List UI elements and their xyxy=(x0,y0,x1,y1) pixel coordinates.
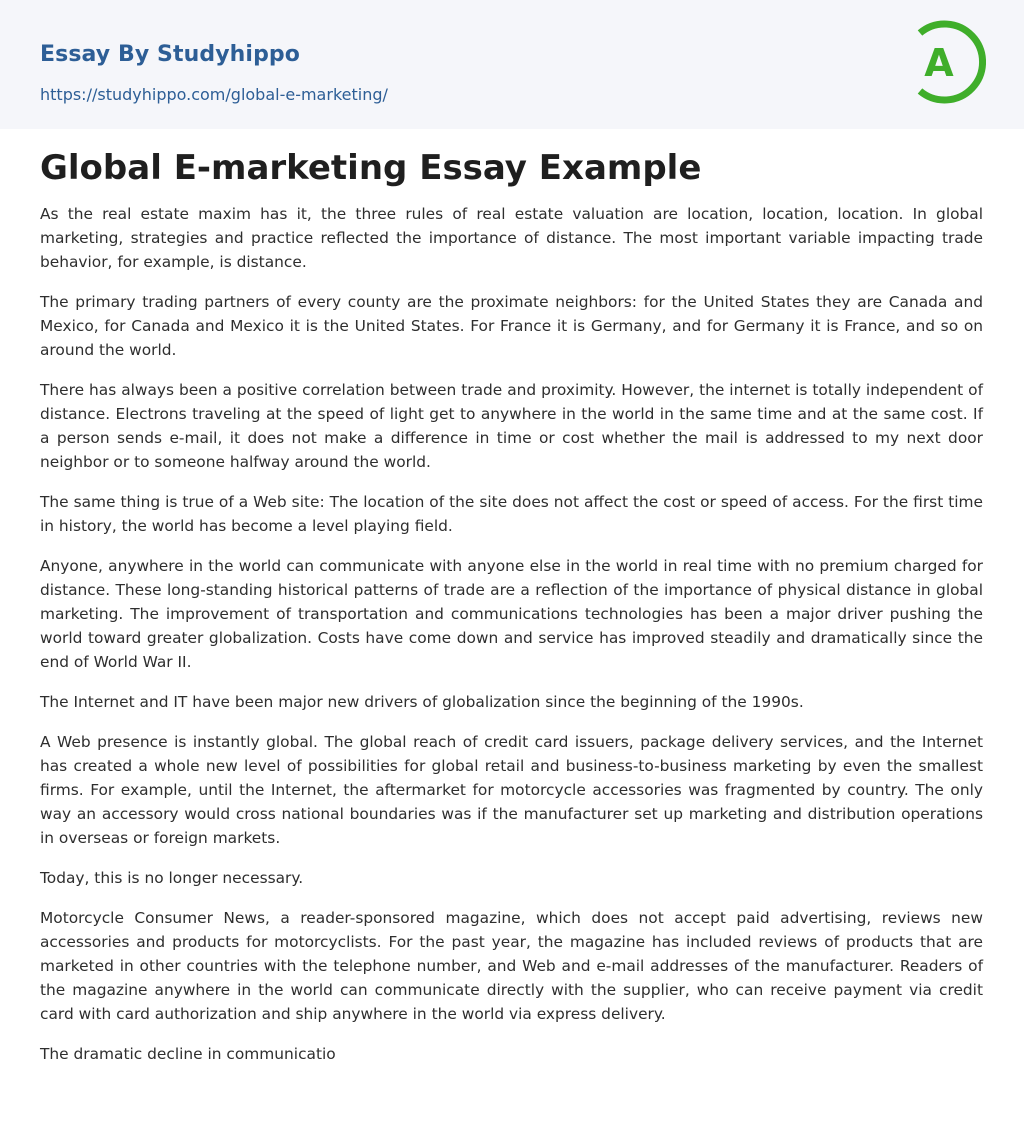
logo-letter: A xyxy=(924,41,954,85)
article-paragraph: Today, this is no longer necessary. xyxy=(40,869,304,887)
article-paragraph: The same thing is true of a Web site: The location of the site does not affect the cost or speed of access. For the first time in history, the world has become a level playing field. xyxy=(40,493,983,535)
article-paragraph: The primary trading partners of every county are the proximate neighbors: for the United States they are Canada and Mexico, for Canada and Mexico it is the United States. For France it is Germany, and for Germany it is France, and so on around the world. xyxy=(40,293,983,359)
article-body xyxy=(40,202,983,1066)
article-paragraph: Anyone, anywhere in the world can communicate with anyone else in the world in real time with no premium charged for distance. These long-standing historical patterns of trade are a reflection of the importance of physical distance in global marketing. The improvement of transportation and communications technologies has been a major driver pushing the world toward greater globalization. Costs have come down and service has improved steadily and dramatically since the end of World War II. xyxy=(40,557,983,671)
article-paragraph: Motorcycle Consumer News, a reader-sponsored magazine, which does not accept paid advertising, reviews new accessories and products for motorcyclists. For the past year, the magazine has included reviews of products that are marketed in other countries with the telephone number, and Web and e-mail addresses of the manufacturer. Readers of the magazine anywhere in the world can communicate directly with the supplier, who can receive payment via credit card with card authorization and ship anywhere in the world via express delivery. xyxy=(40,909,983,1023)
essay-url-link[interactable]: https://studyhippo.com/global-e-marketing/ xyxy=(40,85,388,104)
article-title: Global E-marketing Essay Example xyxy=(40,148,702,188)
studyhippo-logo-icon[interactable] xyxy=(912,18,986,106)
article-paragraph: There has always been a positive correlation between trade and proximity. However, the internet is totally independent of distance. Electrons traveling at the speed of light get to anywhere in the world in the same time and at the same cost. If a person sends e-mail, it does not make a difference in time or cost whether the mail is addressed to my next door neighbor or to someone halfway around the world. xyxy=(40,381,983,471)
article-paragraph: A Web presence is instantly global. The global reach of credit card issuers, package delivery services, and the Internet has created a whole new level of possibilities for global retail and business-to-business marketing by even the smallest firms. For example, until the Internet, the aftermarket for motorcycle accessories was fragmented by country. The only way an accessory would cross national boundaries was if the manufacturer set up marketing and distribution operations in overseas or foreign markets. xyxy=(40,733,983,847)
article-paragraph: The Internet and IT have been major new drivers of globalization since the beginning of the 1990s. xyxy=(40,693,804,711)
article-paragraph-truncated: The dramatic decline in communicatio xyxy=(40,1045,336,1063)
article-paragraph: As the real estate maxim has it, the three rules of real estate valuation are location, location, location. In global marketing, strategies and practice reflected the importance of distance. The most important variable impacting trade behavior, for example, is distance. xyxy=(40,205,983,271)
site-header xyxy=(0,0,1024,129)
article-container xyxy=(40,129,983,1082)
site-brand-title[interactable]: Essay By Studyhippo xyxy=(40,42,300,67)
